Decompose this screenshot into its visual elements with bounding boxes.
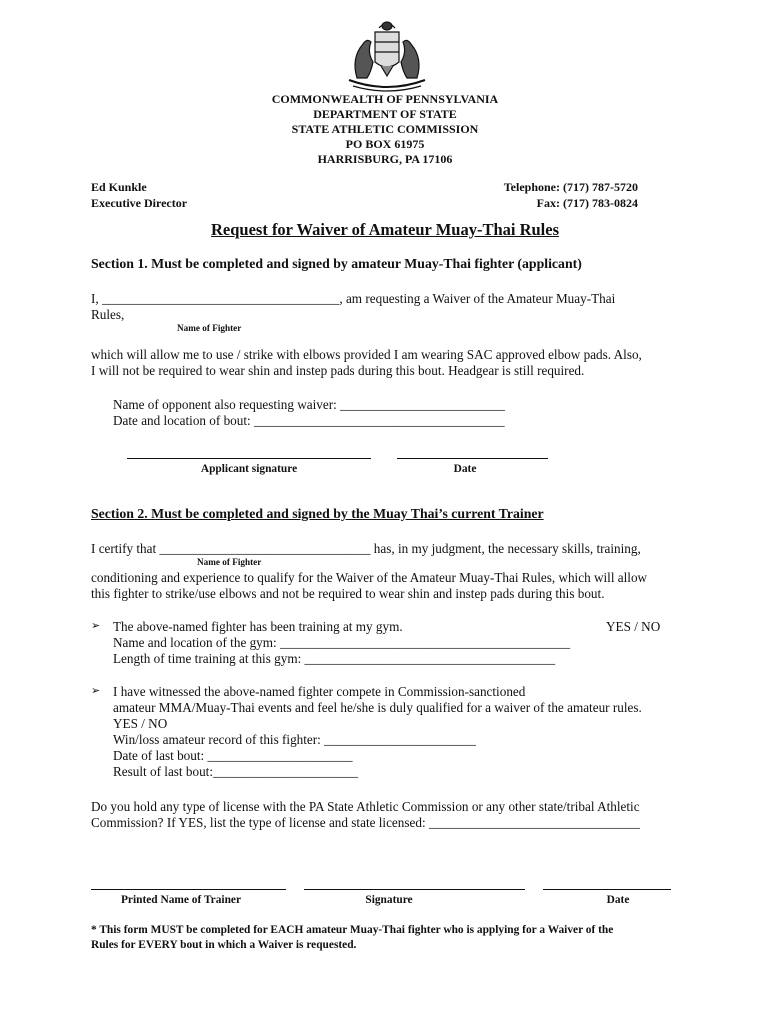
director-name: Ed Kunkle bbox=[91, 180, 147, 194]
applicant-date-line[interactable] bbox=[397, 458, 548, 459]
witness-statement: I have witnessed the above-named fighter compete in Commission-sanctioned bbox=[113, 684, 526, 699]
header-line: COMMONWEALTH OF PENNSYLVANIA bbox=[271, 92, 499, 106]
section2-para-line: conditioning and experience to qualify for the Waiver of the Amateur Muay-Thai Rules, which will allow bbox=[91, 570, 648, 585]
trainer-signature-line[interactable] bbox=[304, 889, 525, 890]
header-line: PO BOX 61975 bbox=[345, 137, 425, 151]
director-title: Executive Director bbox=[91, 196, 188, 210]
training-statement: The above-named fighter has been training at my gym. bbox=[113, 619, 403, 634]
training-yes-no[interactable]: YES / NO bbox=[606, 619, 661, 634]
witness-yes-no[interactable]: YES / NO bbox=[113, 716, 168, 731]
trainer-signature-caption: Signature bbox=[365, 894, 413, 906]
header-line: DEPARTMENT OF STATE bbox=[313, 107, 457, 121]
section2-para-line: this fighter to strike/use elbows and not be required to wear shin and instep pads during this bout. bbox=[91, 586, 605, 601]
license-field[interactable]: Commission? If YES, list the type of license and state licensed: ________________________________ bbox=[91, 815, 640, 830]
applicant-signature-caption: Applicant signature bbox=[200, 463, 298, 475]
section1-heading: Section 1. Must be completed and signed by amateur Muay-Thai fighter (applicant) bbox=[91, 256, 582, 271]
bullet-icon: ➢ bbox=[91, 684, 101, 697]
training-length-field[interactable]: Length of time training at this gym: ______________________________________ bbox=[113, 651, 556, 666]
bullet-icon: ➢ bbox=[91, 619, 101, 632]
footnote-line: * This form MUST be completed for EACH amateur Muay-Thai fighter who is applying for a Waiver of the bbox=[91, 924, 614, 936]
trainer-fighter-name-caption: Name of Fighter bbox=[197, 557, 262, 567]
win-loss-field[interactable]: Win/loss amateur record of this fighter: _______________________ bbox=[113, 732, 476, 747]
last-bout-result-field[interactable]: Result of last bout:______________________ bbox=[113, 764, 359, 779]
agency-header bbox=[0, 92, 770, 167]
license-question: Do you hold any type of license with the PA State Athletic Commission or any other state/tribal Athletic bbox=[91, 799, 640, 814]
gym-name-field[interactable]: Name and location of the gym: ____________________________________________ bbox=[113, 635, 571, 650]
header-line: STATE ATHLETIC COMMISSION bbox=[291, 122, 479, 136]
bout-date-location-field[interactable]: Date and location of bout: ______________________________________ bbox=[113, 413, 505, 428]
footnote-line: Rules for EVERY bout in which a Waiver is requested. bbox=[91, 939, 357, 951]
applicant-signature-line[interactable] bbox=[127, 458, 371, 459]
fighter-name-line[interactable]: I, ____________________________________, am requesting a Waiver of the Amateur Muay-Thai bbox=[91, 291, 616, 306]
opponent-field[interactable]: Name of opponent also requesting waiver: _________________________ bbox=[113, 397, 505, 412]
header-line: HARRISBURG, PA 17106 bbox=[317, 152, 453, 166]
printed-name-line[interactable] bbox=[91, 889, 286, 890]
witness-statement-cont: amateur MMA/Muay-Thai events and feel he/she is duly qualified for a waiver of the amateur rules. bbox=[113, 700, 642, 715]
applicant-date-caption: Date bbox=[453, 463, 477, 475]
fax: Fax: (717) 783-0824 bbox=[536, 196, 638, 210]
section1-para-line: I will not be required to wear shin and instep pads during this bout. Headgear is still required. bbox=[91, 363, 585, 378]
section2-heading: Section 2. Must be completed and signed by the Muay Thai’s current Trainer bbox=[91, 506, 544, 521]
certify-line[interactable]: I certify that ________________________________ has, in my judgment, the necessary skills, training, bbox=[91, 541, 641, 556]
pennsylvania-seal bbox=[341, 18, 433, 92]
telephone: Telephone: (717) 787-5720 bbox=[503, 180, 638, 194]
trainer-date-line[interactable] bbox=[543, 889, 671, 890]
last-bout-date-field[interactable]: Date of last bout: ______________________ bbox=[113, 748, 353, 763]
trainer-date-caption: Date bbox=[606, 894, 630, 906]
rules-text: Rules, bbox=[91, 307, 125, 322]
printed-name-caption: Printed Name of Trainer bbox=[120, 894, 242, 906]
form-title: Request for Waiver of Amateur Muay-Thai Rules bbox=[210, 220, 560, 239]
section1-para-line: which will allow me to use / strike with elbows provided I am wearing SAC approved elbow pads. Also, bbox=[91, 347, 642, 362]
fighter-name-caption: Name of Fighter bbox=[177, 323, 242, 333]
